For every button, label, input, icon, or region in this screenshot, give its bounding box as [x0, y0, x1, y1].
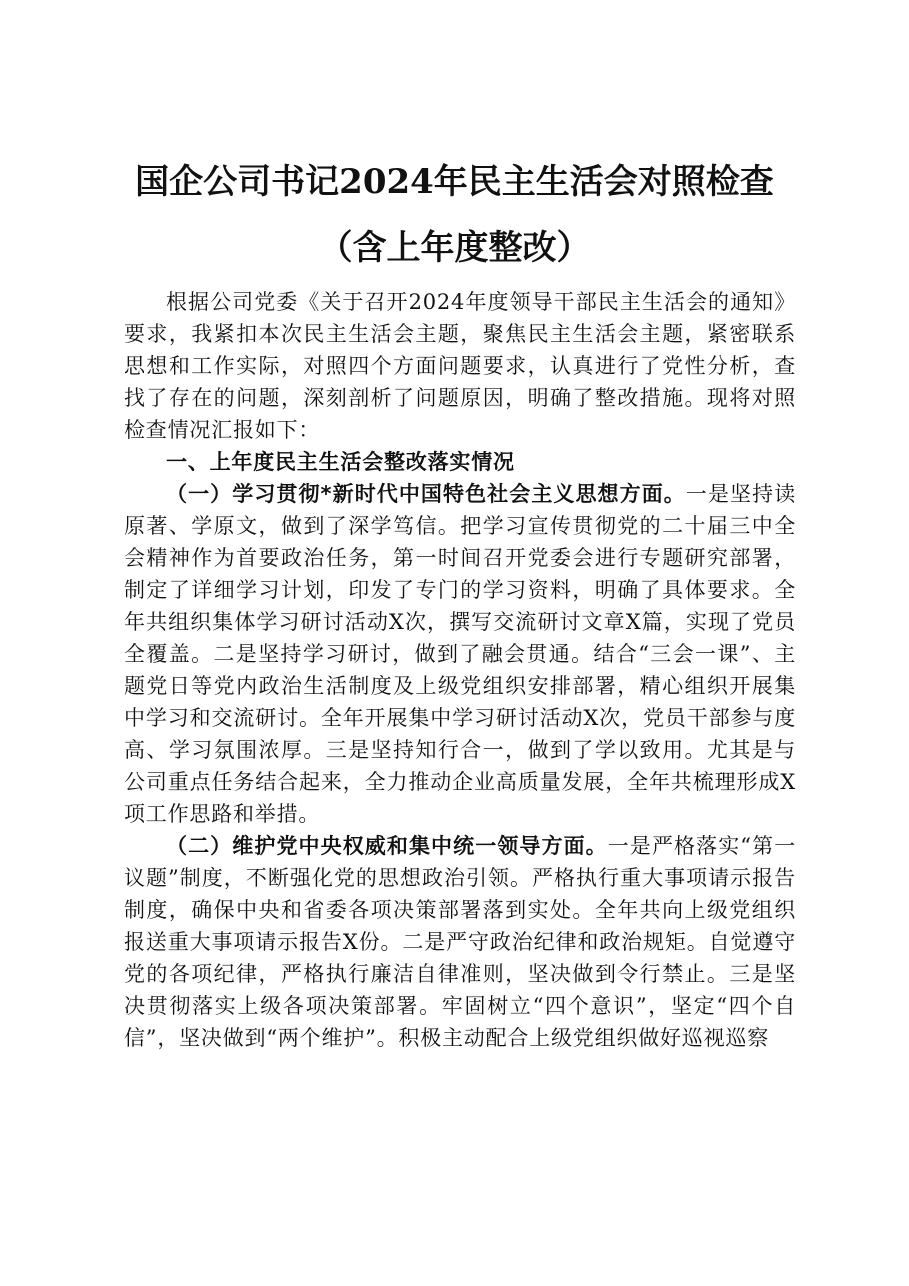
subsection-body-1: 一是坚持读原著、学原文，做到了深学笃信。把学习宣传贯彻党的二十届三中全会精神作为首要政治任务，第一时间召开党委会进行专题研究部署，制定了详细学习计划，印发了专门的学习资料，明确了具体要求。全年共组织集体学习研讨活动X次，撰写交流研讨文章X篇，实现了党员全覆盖。二是坚持学习研讨，做到了融会贯通。结合“三会一课”、主题党日等党内政治生活制度及上级党组织安排部署，精心组织开展集中学习和交流研讨。全年开展集中学习研讨活动X次，党员干部参与度高、学习氛围浓厚。三是坚持知行合一，做到了学以致用。尤其是与公司重点任务结合起来，全力推动企业高质量发展，全年共梳理形成X项工作思路和举措。	[124, 482, 797, 826]
subsection-heading-1: （一）学习贯彻*新时代中国特色社会主义思想方面。	[166, 482, 686, 506]
document-subtitle: （含上年度整改）	[318, 228, 591, 268]
document-body	[124, 286, 796, 1054]
subsection-paragraph-1	[124, 478, 796, 830]
document-title: 国企公司书记2024年民主生活会对照检查	[135, 162, 774, 202]
intro-paragraph: 根据公司党委《关于召开2024年度领导干部民主生活会的通知》要求，我紧扣本次民主生活会主题，聚焦民主生活会主题，紧密联系思想和工作实际，对照四个方面问题要求，认真进行了党性分析，查找了存在的问题，深刻剖析了问题原因，明确了整改措施。现将对照检查情况汇报如下：	[124, 290, 796, 442]
subsection-body-2: 一是严格落实“第一议题”制度，不断强化党的思想政治引领。严格执行重大事项请示报告制度，确保中央和省委各项决策部署落到实处。全年共向上级党组织报送重大事项请示报告X份。二是严守政治纪律和政治规矩。自觉遵守党的各项纪律，严格执行廉洁自律准则，坚决做到令行禁止。三是坚决贯彻落实上级各项决策部署。牢固树立“四个意识”，坚定“四个自信”，坚决做到“两个维护”。积极主动配合上级党组织做好巡视巡察	[124, 834, 797, 1050]
subsection-heading-2: （二）维护党中央权威和集中统一领导方面。	[166, 834, 608, 858]
section-heading: 一、上年度民主生活会整改落实情况	[166, 450, 515, 474]
subsection-paragraph-2	[124, 830, 796, 1054]
